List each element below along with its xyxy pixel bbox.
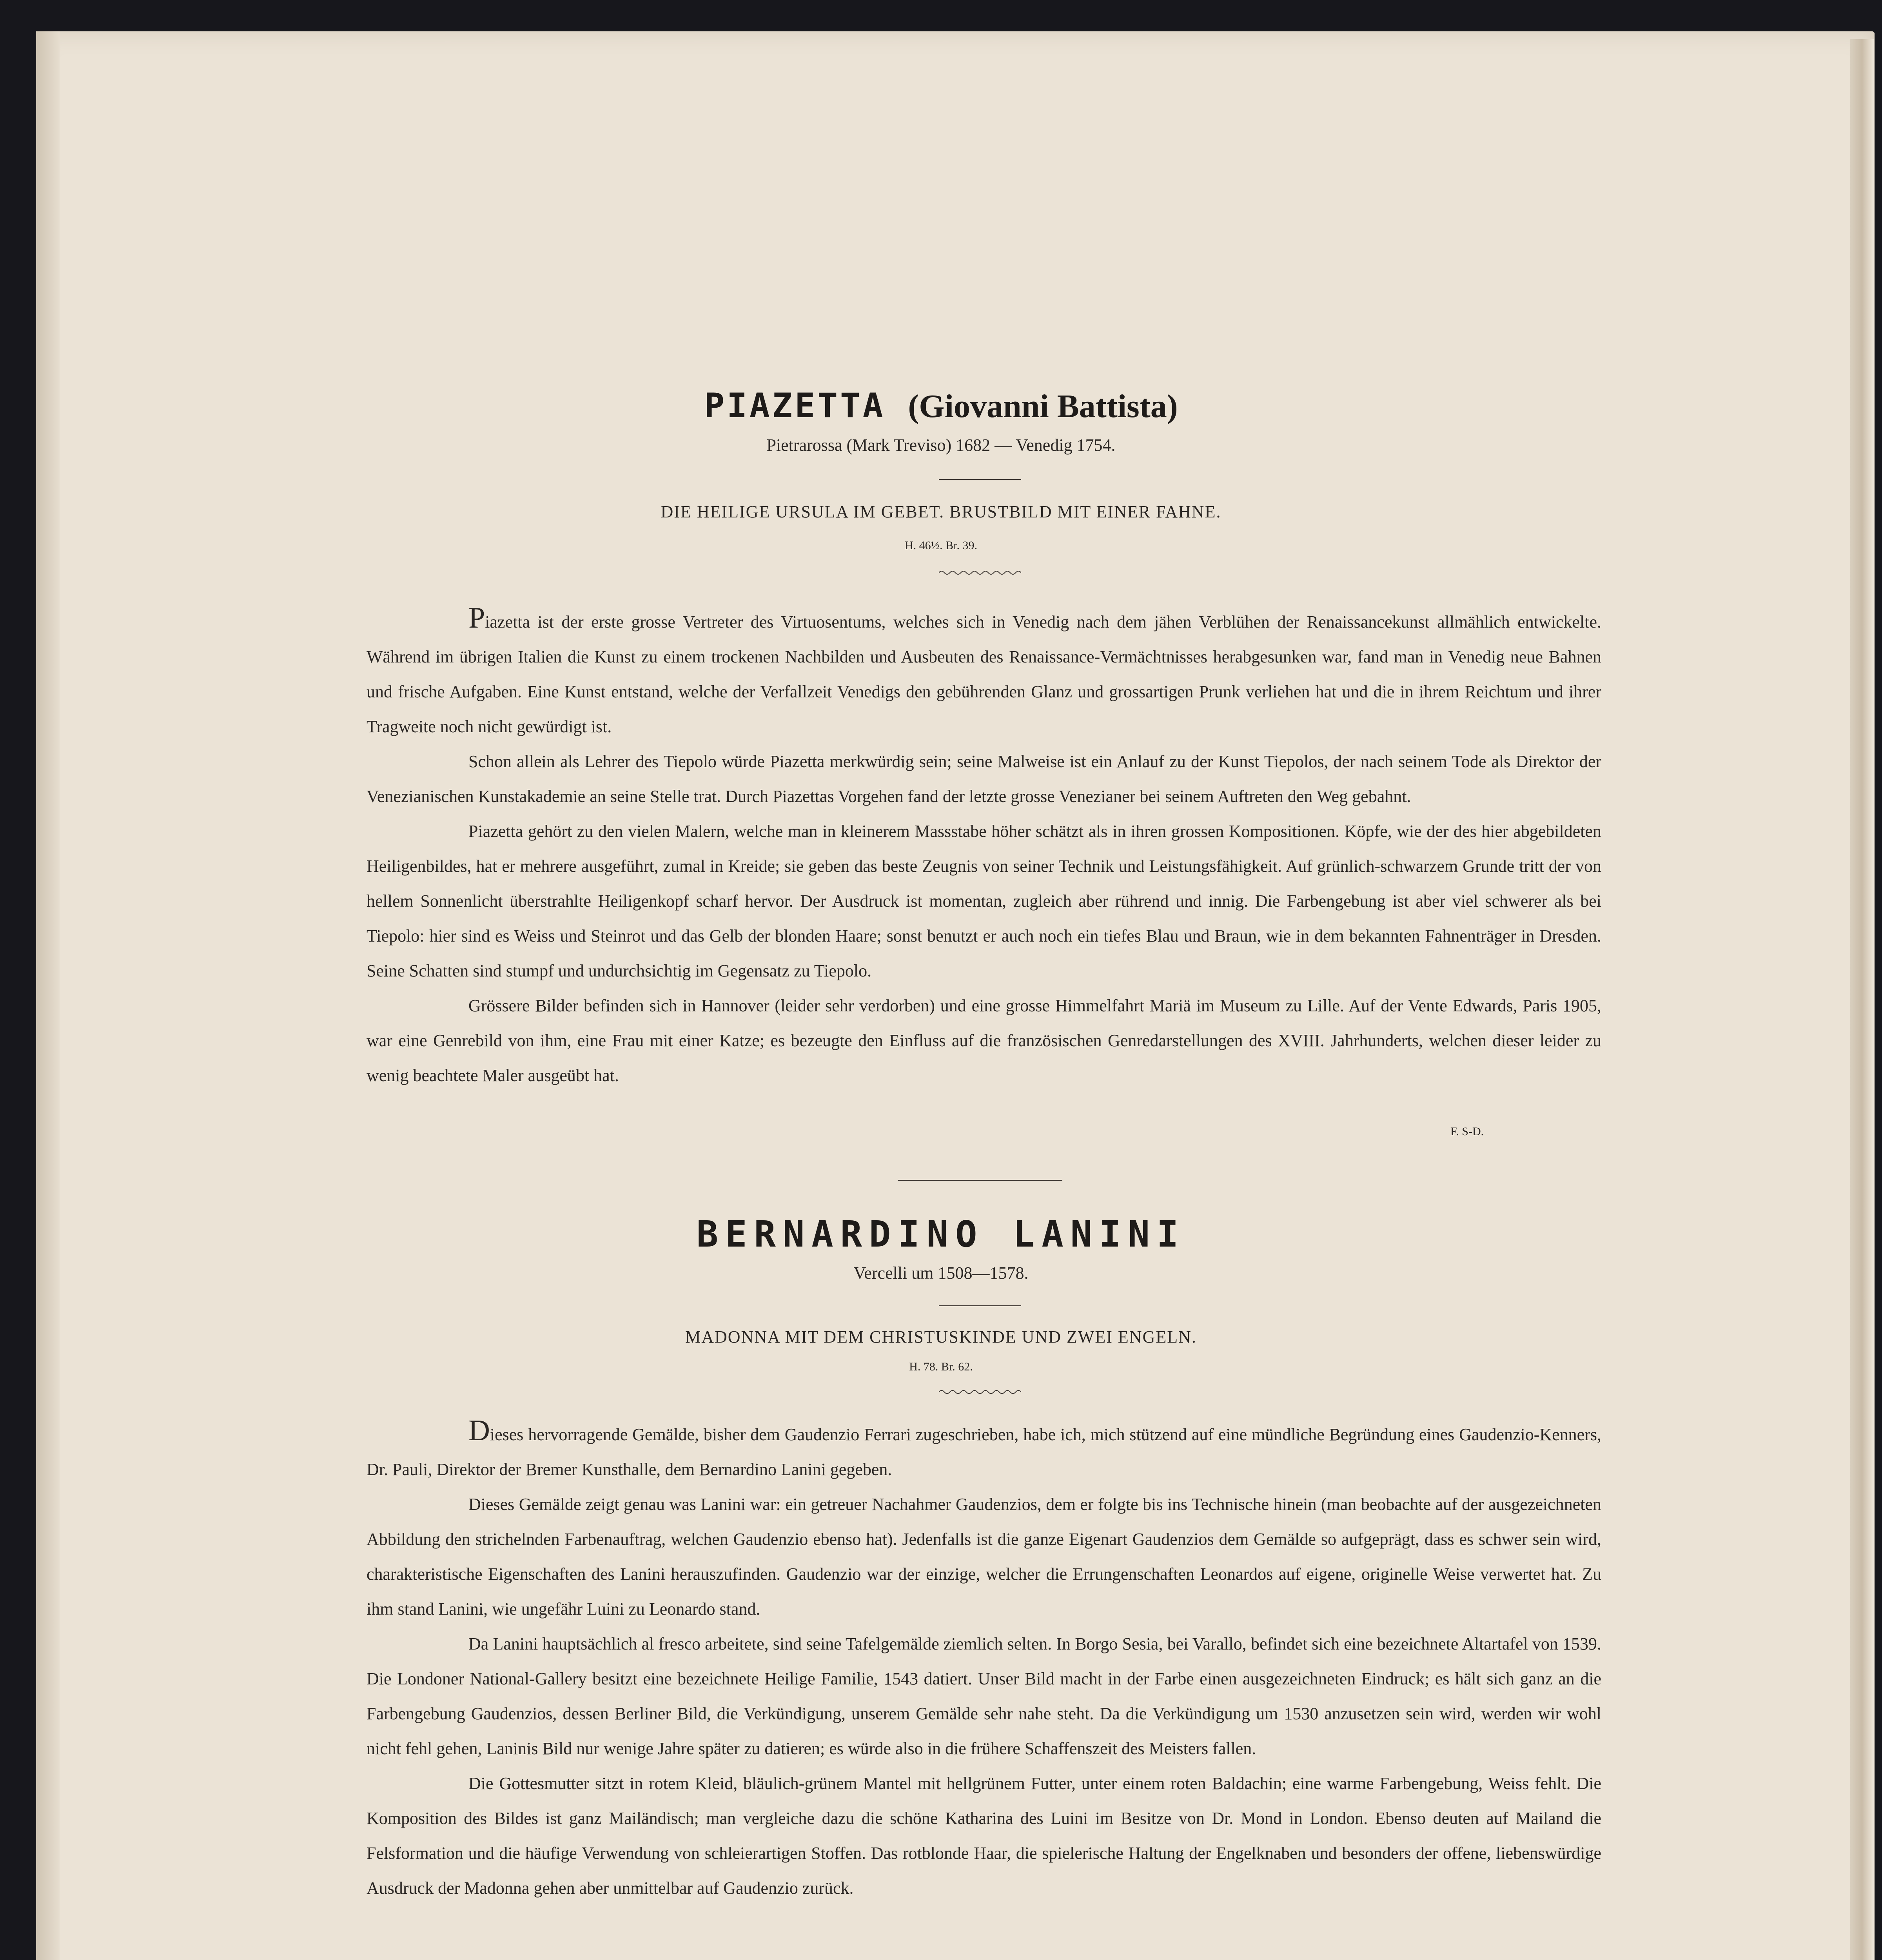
- paragraph: Die Gottesmutter sitzt in rotem Kleid, bläulich-grünem Mantel mit hellgrünem Futter, unter einem roten Baldachin; eine warme Farbengebung, Weiss fehlt. Die Komposition des Bildes ist ganz Mailändisch; man vergleiche dazu die schöne Katharina des Luini im Besitze von Dr. Mond in London. Ebenso deuten auf Mailand die Felsformation und die häufige Verwendung von schleierartigen Stoffen. Das rotblonde Haar, die spielerische Haltung der Engelknaben und besonders der offene, liebenswürdige Ausdruck der Madonna gehen aber unmittelbar auf Gaudenzio zurück.: [367, 1774, 1601, 1898]
- wavy-ornament: [939, 1388, 1021, 1396]
- article-body-piazetta: [367, 601, 1601, 1093]
- work-title: DIE HEILIGE URSULA IM GEBET. BRUSTBILD MIT EINER FAHNE.: [661, 502, 1221, 521]
- artist-dates: Pietrarossa (Mark Treviso) 1682 — Venedig 1754.: [766, 436, 1116, 455]
- paragraph: Dieses hervorragende Gemälde, bisher dem Gaudenzio Ferrari zugeschrieben, habe ich, mich stützend auf eine mündliche Begründung eines Gaudenzio-Kenners, Dr. Pauli, Direktor der Bremer Kunsthalle, dem Bernardino Lanini gegeben.: [367, 1414, 1601, 1479]
- artist-given-name: (Giovanni Battista): [908, 388, 1178, 425]
- artist-name: PIAZETTA: [704, 386, 886, 425]
- paragraph: Piazetta gehört zu den vielen Malern, welche man in kleinerem Massstabe höher schätzt als in ihren grossen Kompositionen. Köpfe, wie der des hier abgebildeten Heiligenbildes, hat er mehrere ausgeführt, zumal in Kreide; sie geben das beste Zeugnis von seiner Technik und Leistungsfähigkeit. Auf grünlich-schwarzem Grunde tritt der von hellem Sonnenlicht überstrahlte Heiligenkopf scharf hervor. Der Ausdruck ist momentan, zugleich aber rührend und innig. Die Farbengebung ist aber viel schwerer als bei Tiepolo: hier sind es Weiss und Steinrot und das Gelb der blonden Haare; sonst benutzt er auch noch ein tiefes Blau und Braun, wie in dem bekannten Fahnenträger in Dresden. Seine Schatten sind stumpf und undurchsichtig im Gegensatz zu Tiepolo.: [367, 822, 1601, 980]
- paragraph: Piazetta ist der erste grosse Vertreter des Virtuosentums, welches sich in Venedig nach dem jähen Verblühen der Renaissancekunst allmählich entwickelte. Während im übrigen Italien die Kunst zu einem trockenen Nachbilden und Ausbeuten des Renaissance-Vermächtnisses herabgesunken war, fand man in Venedig neue Bahnen und frische Aufgaben. Eine Kunst entstand, welche der Verfallzeit Venedigs den gebührenden Glanz und grossartigen Prunk verliehen hat und die in ihrem Reichtum und ihrer Tragweite noch nicht gewürdigt ist.: [367, 601, 1601, 736]
- work-dimensions: H. 78. Br. 62.: [909, 1360, 973, 1373]
- work-dimensions: H. 46½. Br. 39.: [904, 539, 977, 552]
- section-divider: [898, 1180, 1062, 1181]
- divider-rule: [939, 479, 1021, 480]
- work-title: MADONNA MIT DEM CHRISTUSKINDE UND ZWEI ENGELN.: [685, 1327, 1197, 1347]
- wavy-ornament: [939, 569, 1021, 576]
- author-signature: F. S-D.: [1450, 1125, 1484, 1138]
- binding-edge: [36, 31, 60, 1960]
- paragraph: Schon allein als Lehrer des Tiepolo würde Piazetta merkwürdig sein; seine Malweise ist ein Anlauf zu der Kunst Tiepolos, der nach seinem Tode als Direktor der Venezianischen Kunstakademie an seine Stelle trat. Durch Piazettas Vorgehen fand der letzte grosse Venezianer bei seinem Auftreten den Weg gebahnt.: [367, 752, 1601, 806]
- paragraph: Grössere Bilder befinden sich in Hannover (leider sehr verdorben) und eine grosse Himmelfahrt Mariä im Museum zu Lille. Auf der Vente Edwards, Paris 1905, war eine Genrebild von ihm, eine Frau mit einer Katze; es bezeugte den Einfluss auf die französischen Genredarstellungen des XVIII. Jahrhunderts, welchen dieser leider zu wenig beachtete Maler ausgeübt hat.: [367, 996, 1601, 1085]
- paragraph: Da Lanini hauptsächlich al fresco arbeitete, sind seine Tafelgemälde ziemlich selten. In Borgo Sesia, bei Varallo, befindet sich eine bezeichnete Altartafel von 1539. Die Londoner National-Gallery besitzt eine bezeichnete Heilige Familie, 1543 datiert. Unser Bild macht in der Farbe einen ausgezeichneten Eindruck; es hält sich ganz an die Farbengebung Gaudenzios, dessen Berliner Bild, die Verkündigung, unserem Gemälde sehr nahe steht. Da die Verkündigung um 1530 anzusetzen sein wird, werden wir wohl nicht fehl gehen, Laninis Bild nur wenige Jahre später zu datieren; es würde also in die frühere Schaffenszeit des Meisters fallen.: [367, 1634, 1601, 1758]
- divider-rule: [939, 1305, 1021, 1306]
- page-fore-edge: [1850, 39, 1874, 1960]
- artist-heading-piazetta: [0, 386, 1882, 425]
- artist-heading-lanini: BERNARDINO LANINI: [696, 1213, 1186, 1255]
- artist-dates: Vercelli um 1508—1578.: [853, 1263, 1029, 1283]
- article-body-lanini: [367, 1413, 1601, 1906]
- paragraph: Dieses Gemälde zeigt genau was Lanini war: ein getreuer Nachahmer Gaudenzios, dem er folgte bis ins Technische hinein (man beobachte auf der ausgezeichneten Abbildung den strichelnden Farbenauftrag, welchen Gaudenzio ebenso hat). Jedenfalls ist die ganze Eigenart Gaudenzios dem Gemälde so aufgeprägt, dass es schwer sein wird, charakteristische Eigenschaften des Lanini herauszufinden. Gaudenzio war der einzige, welcher die Errungenschaften Leonardos auf eigene, originelle Weise verwertet hat. Zu ihm stand Lanini, wie ungefähr Luini zu Leonardo stand.: [367, 1495, 1601, 1619]
